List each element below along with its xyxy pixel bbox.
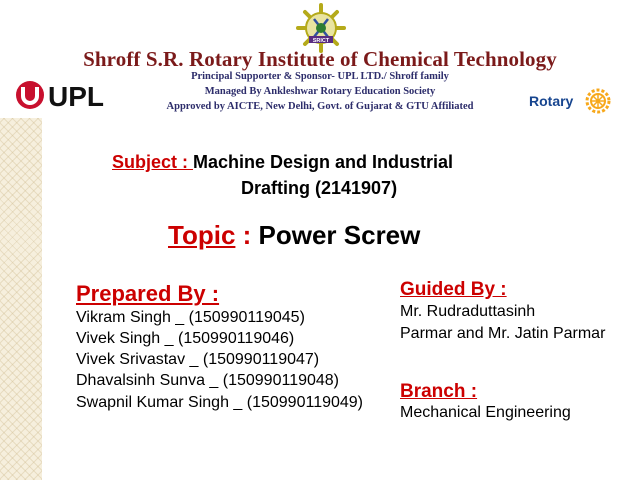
guide-name: Parmar and Mr. Jatin Parmar bbox=[400, 325, 606, 342]
institute-header bbox=[0, 0, 640, 118]
topic-label: Topic bbox=[168, 220, 236, 250]
sponsor-line: Principal Supporter & Sponsor- UPL LTD./ Shroff family bbox=[191, 71, 449, 82]
subject-name: Machine Design and Industrial bbox=[193, 152, 454, 172]
topic-value: Power Screw bbox=[258, 220, 421, 250]
decorative-side-strip bbox=[0, 118, 42, 480]
subject-line bbox=[112, 152, 453, 173]
subject-code: Drafting (2141907) bbox=[241, 178, 398, 198]
team-member: Dhavalsinh Sunva _ (150990119048) bbox=[76, 372, 340, 389]
approval-line: Approved by AICTE, New Delhi, Govt. of Gujarat & GTU Affiliated bbox=[166, 101, 474, 112]
team-member: Vikram Singh _ (150990119045) bbox=[76, 309, 305, 326]
svg-text:Rotary: Rotary bbox=[529, 93, 574, 109]
upl-logo bbox=[14, 79, 126, 111]
team-member: Vivek Srivastav _ (150990119047) bbox=[76, 351, 320, 368]
institute-seal-logo bbox=[292, 3, 350, 53]
topic-line bbox=[168, 220, 420, 251]
team-member: Vivek Singh _ (150990119046) bbox=[76, 330, 295, 347]
guide-name: Mr. Rudraduttasinh bbox=[400, 303, 536, 320]
guided-by-heading: Guided By : bbox=[400, 279, 507, 300]
svg-text:UPL: UPL bbox=[48, 81, 104, 111]
institute-name: Shroff S.R. Rotary Institute of Chemical Technology bbox=[83, 47, 557, 71]
branch-heading: Branch : bbox=[400, 381, 478, 402]
team-member: Swapnil Kumar Singh _ (150990119049) bbox=[76, 394, 364, 411]
topic-separator: : bbox=[235, 220, 259, 250]
rotary-logo bbox=[528, 88, 614, 114]
prepared-by-heading: Prepared By : bbox=[76, 281, 220, 306]
svg-text:SRICT: SRICT bbox=[312, 38, 330, 44]
management-line: Managed By Ankleshwar Rotary Education Society bbox=[204, 86, 436, 97]
branch-name: Mechanical Engineering bbox=[400, 404, 571, 421]
subject-label: Subject : bbox=[112, 152, 194, 172]
